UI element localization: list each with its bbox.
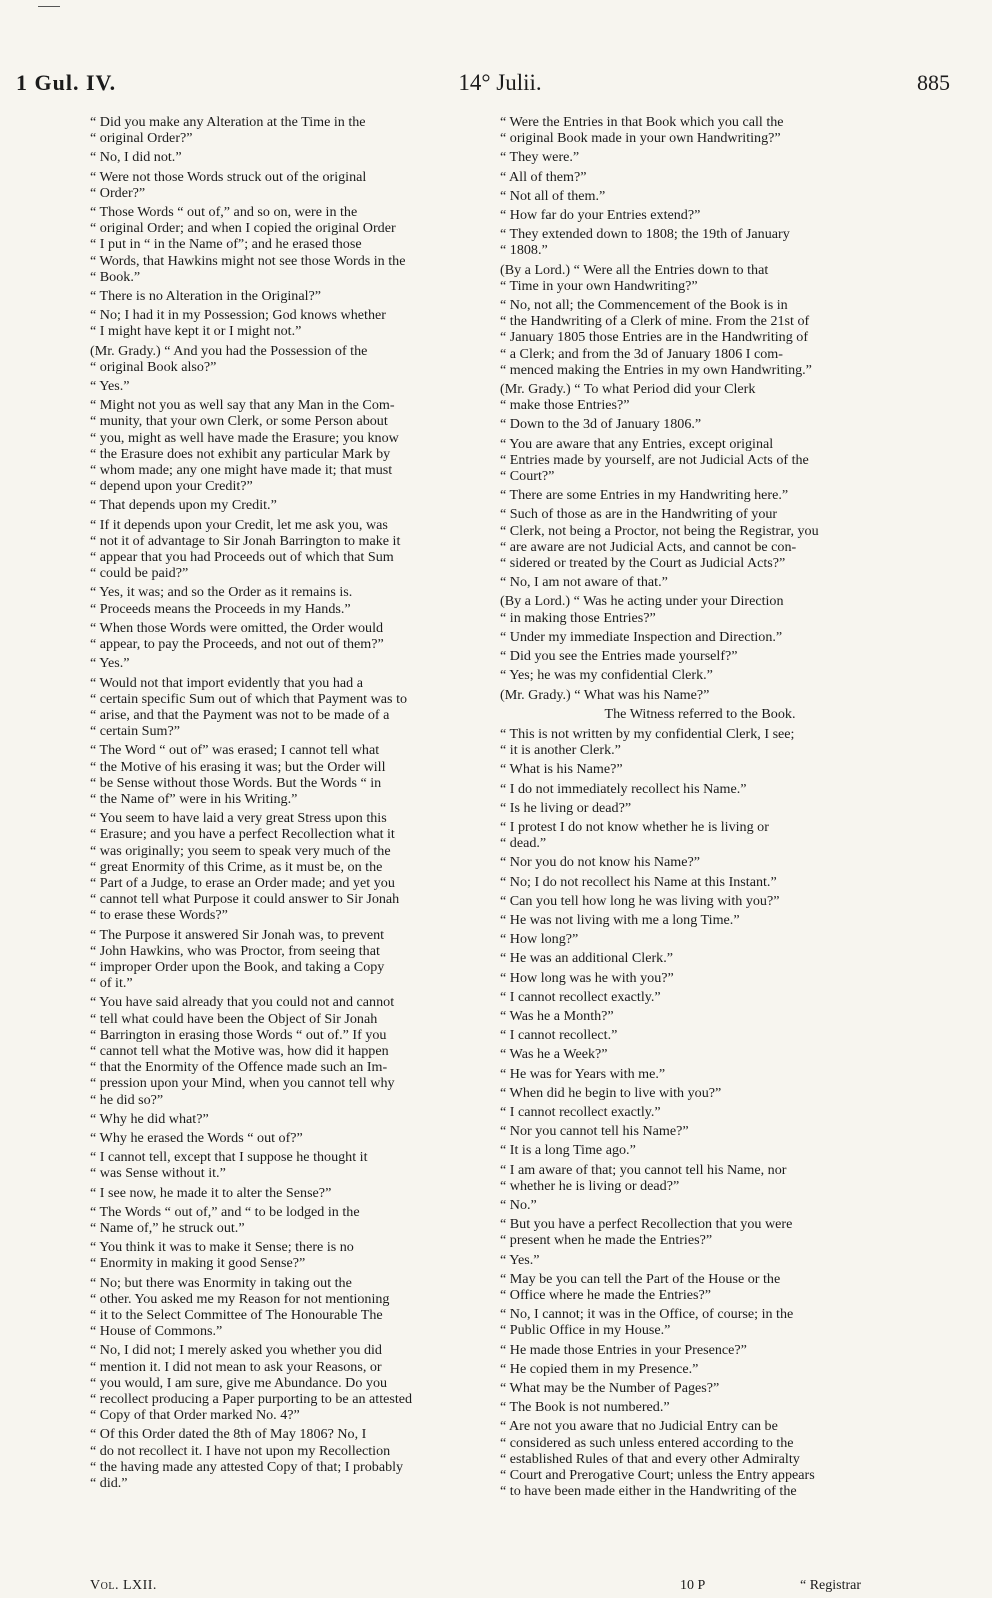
testimony-paragraph: “ The Book is not numbered.” [500, 1399, 670, 1416]
testimony-paragraph: “ He was an additional Clerk.” [500, 950, 673, 967]
testimony-paragraph: “ Down to the 3d of January 1806.” [500, 416, 702, 433]
header-regnal-year: 1 Gul. IV. [16, 70, 117, 95]
testimony-paragraph: “ I protest I do not know whether he is living or “ dead.” [500, 818, 769, 852]
page-number: 885 [917, 70, 950, 95]
testimony-paragraph: “ How far do your Entries extend?” [500, 207, 701, 224]
testimony-paragraph: “ When those Words were omitted, the Order would “ appear, to pay the Proceeds, and not out of them?” [90, 619, 384, 653]
testimony-paragraph: “ This is not written by my confidential Clerk, I see; “ it is another Clerk.” [500, 725, 795, 759]
testimony-paragraph: “ Might not you as well say that any Man in the Com- “ munity, that your own Clerk, or some Person about “ you, might as well have made the Erasure; you know “ the Erasure does not exhibit any particular Mark by “ whom made; any one might have made it; that must “ depend upon your Credit?” [90, 397, 399, 495]
testimony-paragraph: “ I cannot recollect exactly.” [500, 1103, 661, 1120]
testimony-paragraph: “ Nor you cannot tell his Name?” [500, 1123, 689, 1140]
testimony-paragraph: “ No; I had it in my Possession; God knows whether “ I might have kept it or I might not.” [90, 307, 386, 340]
stage-direction: The Witness referred to the Book. [604, 705, 796, 722]
testimony-paragraph: “ Not all of them.” [500, 187, 606, 204]
testimony-paragraph: (Mr. Grady.) “ To what Period did your Clerk “ make those Entries?” [500, 381, 756, 414]
testimony-paragraph: “ No, not all; the Commencement of the Book is in “ the Handwriting of a Clerk of mine. From the 21st of “ January 1805 those Entries are in the Handwriting of “ a Clerk; and from the 3d of January 1806 I com- “ menced making the Entries in my own Handwriting.” [500, 297, 812, 378]
testimony-paragraph: “ When did he begin to live with you?” [500, 1084, 722, 1101]
testimony-paragraph: “ May be you can tell the Part of the House or the “ Office where he made the Entries?” [500, 1270, 781, 1303]
testimony-paragraph: “ No, I cannot; it was in the Office, of course; in the “ Public Office in my House.” [500, 1306, 794, 1339]
testimony-paragraph: “ How long was he with you?” [500, 969, 674, 986]
right-column [500, 114, 900, 1499]
testimony-paragraph: “ Are not you aware that no Judicial Entry can be “ considered as such unless entered according to the “ established Rules of that and every other Admiralty “ Court and Prerogative Court; unless the Entry appears “ to have been made either in the Handwriting of the [500, 1418, 815, 1500]
testimony-paragraph: “ I am aware of that; you cannot tell his Name, nor “ whether he is living or dead?” [500, 1161, 787, 1194]
testimony-paragraph: “ Nor you do not know his Name?” [500, 854, 701, 871]
testimony-paragraph: “ You have said already that you could not and cannot “ tell what could have been the Object of Sir Jonah “ Barrington in erasing those Words “ out of.” If you “ cannot tell what the Motive was, how did it happen “ that the Enormity of the Offence made such an Im- “ pression upon your Mind, when you cannot tell why “ he did so?” [90, 994, 395, 1108]
testimony-paragraph: “ I cannot recollect exactly.” [500, 988, 661, 1005]
testimony-paragraph: “ I cannot tell, except that I suppose he thought it “ was Sense without it.” [90, 1149, 368, 1182]
testimony-paragraph: “ Under my immediate Inspection and Direction.” [500, 628, 783, 645]
testimony-paragraph: (By a Lord.) “ Was he acting under your Direction “ in making those Entries?” [500, 593, 784, 626]
testimony-paragraph: “ Would not that import evidently that you had a “ certain specific Sum out of which that Payment was to “ arise, and that the Payment was not to be made of a “ certain Sum?” [90, 674, 408, 740]
testimony-paragraph: “ Can you tell how long he was living with you?” [500, 892, 780, 909]
testimony-paragraph: “ He copied them in my Presence.” [500, 1360, 699, 1377]
testimony-paragraph: “ There is no Alteration in the Original?” [90, 288, 322, 305]
left-column [90, 114, 490, 1491]
testimony-paragraph: “ Why he erased the Words “ out of?” [90, 1129, 303, 1146]
catchword: “ Registrar [800, 1578, 862, 1593]
testimony-paragraph: “ But you have a perfect Recollection that you were “ present when he made the Entries?” [500, 1216, 793, 1249]
testimony-paragraph: “ The Words “ out of,” and “ to be lodged in the “ Name of,” he struck out.” [90, 1203, 360, 1236]
testimony-paragraph: “ All of them?” [500, 168, 587, 185]
testimony-paragraph: “ Were not those Words struck out of the original “ Order?” [90, 168, 367, 201]
testimony-paragraph: “ He was not living with me a long Time.” [500, 911, 740, 928]
testimony-paragraph: “ What is his Name?” [500, 761, 623, 778]
testimony-paragraph: “ No, I did not.” [90, 149, 182, 166]
testimony-paragraph: (Mr. Grady.) “ And you had the Possession of the “ original Book also?” [90, 342, 368, 375]
header-date: 14° Julii. [458, 70, 542, 95]
testimony-paragraph: “ Such of those as are in the Handwriting of your “ Clerk, not being a Proctor, not being the Registrar, you “ are aware are not Judicial Acts, and cannot be con- “ sidered or treated by the Court as Judicial Acts?” [500, 506, 819, 572]
testimony-paragraph: “ You think it was to make it Sense; there is no “ Enormity in making it good Sense?” [90, 1239, 354, 1272]
testimony-paragraph: “ Yes; he was my confidential Clerk.” [500, 667, 713, 684]
testimony-paragraph: “ Those Words “ out of,” and so on, were in the “ original Order; and when I copied the original Order “ I put in “ in the Name of”; and he erased those “ Words, that Hawkins might not see those Words in the “ Book.” [90, 204, 406, 285]
testimony-paragraph: “ If it depends upon your Credit, let me ask you, was “ not it of advantage to Sir Jonah Barrington to make it “ appear that you had Proceeds out of which that Sum “ could be paid?” [90, 516, 401, 582]
testimony-paragraph: “ That depends upon my Credit.” [90, 497, 277, 514]
testimony-paragraph: “ The Purpose it answered Sir Jonah was, to prevent “ John Hawkins, who was Proctor, from seeing that “ improper Order upon the Book, and taking a Copy “ of it.” [90, 926, 385, 992]
testimony-paragraph: “ Yes, it was; and so the Order as it remains is. “ Proceeds means the Proceeds in my Hands.” [90, 584, 353, 617]
testimony-paragraph: “ He was for Years with me.” [500, 1065, 666, 1082]
testimony-paragraph: “ He made those Entries in your Presence?” [500, 1341, 747, 1358]
testimony-paragraph: “ Of this Order dated the 8th of May 1806? No, I “ do not recollect it. I have not upon my Recollection “ the having made any attested Copy of that; I probably “ did.” [90, 1426, 404, 1492]
testimony-paragraph: “ Why he did what?” [90, 1110, 209, 1127]
testimony-paragraph: “ I do not immediately recollect his Name.” [500, 780, 747, 797]
testimony-paragraph: “ They extended down to 1808; the 19th of January “ 1808.” [500, 226, 790, 259]
testimony-paragraph: “ Did you make any Alteration at the Time in the “ original Order?” [90, 114, 366, 147]
top-rule [38, 6, 60, 7]
testimony-paragraph: “ Yes.” [90, 378, 130, 395]
testimony-paragraph: “ Did you see the Entries made yourself?” [500, 648, 738, 665]
testimony-paragraph: “ Is he living or dead?” [500, 799, 632, 816]
testimony-paragraph: “ No; but there was Enormity in taking out the “ other. You asked me my Reason for not mentioning “ it to the Select Committee of The Honourable The “ House of Commons.” [90, 1274, 390, 1340]
testimony-paragraph: “ Was he a Month?” [500, 1007, 614, 1024]
testimony-paragraph: “ No.” [500, 1196, 537, 1213]
testimony-paragraph: “ Yes.” [500, 1251, 540, 1268]
testimony-paragraph: “ I cannot recollect.” [500, 1027, 618, 1044]
testimony-paragraph: “ No, I am not aware of that.” [500, 574, 668, 591]
testimony-paragraph: (Mr. Grady.) “ What was his Name?” [500, 686, 710, 703]
testimony-paragraph: “ You are aware that any Entries, except original “ Entries made by yourself, are not Judicial Acts of the “ Court?” [500, 435, 809, 485]
testimony-paragraph: (By a Lord.) “ Were all the Entries down to that “ Time in your own Handwriting?” [500, 261, 769, 294]
signature-mark: 10 P [680, 1578, 706, 1593]
testimony-paragraph: “ They were.” [500, 149, 580, 166]
testimony-paragraph: “ It is a long Time ago.” [500, 1142, 636, 1159]
testimony-paragraph: “ What may be the Number of Pages?” [500, 1380, 720, 1397]
volume-label: Vol. LXII. [90, 1578, 157, 1593]
testimony-paragraph: “ There are some Entries in my Handwriting here.” [500, 487, 789, 504]
testimony-paragraph: “ No; I do not recollect his Name at this Instant.” [500, 873, 777, 890]
testimony-paragraph: “ Were the Entries in that Book which you call the “ original Book made in your own Handwriting?” [500, 114, 784, 147]
testimony-paragraph: “ No, I did not; I merely asked you whether you did “ mention it. I did not mean to ask your Reasons, or “ you would, I am sure, give me Abundance. Do you “ recollect producing a Paper purporting to be an attested “ Copy of that Order marked No. 4?” [90, 1342, 413, 1424]
testimony-paragraph: “ Yes.” [90, 655, 130, 672]
testimony-paragraph: “ How long?” [500, 931, 579, 948]
testimony-paragraph: “ The Word “ out of” was erased; I cannot tell what “ the Motive of his erasing it was; but the Order will “ be Sense without those Words. But the Words “ in “ the Name of” were in his Writing.” [90, 742, 386, 807]
testimony-paragraph: “ Was he a Week?” [500, 1046, 608, 1063]
testimony-paragraph: “ You seem to have laid a very great Stress upon this “ Erasure; and you have a perfect Recollection what it “ was originally; you seem to speak very much of the “ great Enormity of this Crime, as it must be, on the “ Part of a Judge, to erase an Order made; and yet you “ cannot tell what Purpose it could answer to Sir Jonah “ to erase these Words?” [90, 810, 400, 924]
testimony-paragraph: “ I see now, he made it to alter the Sense?” [90, 1184, 332, 1201]
